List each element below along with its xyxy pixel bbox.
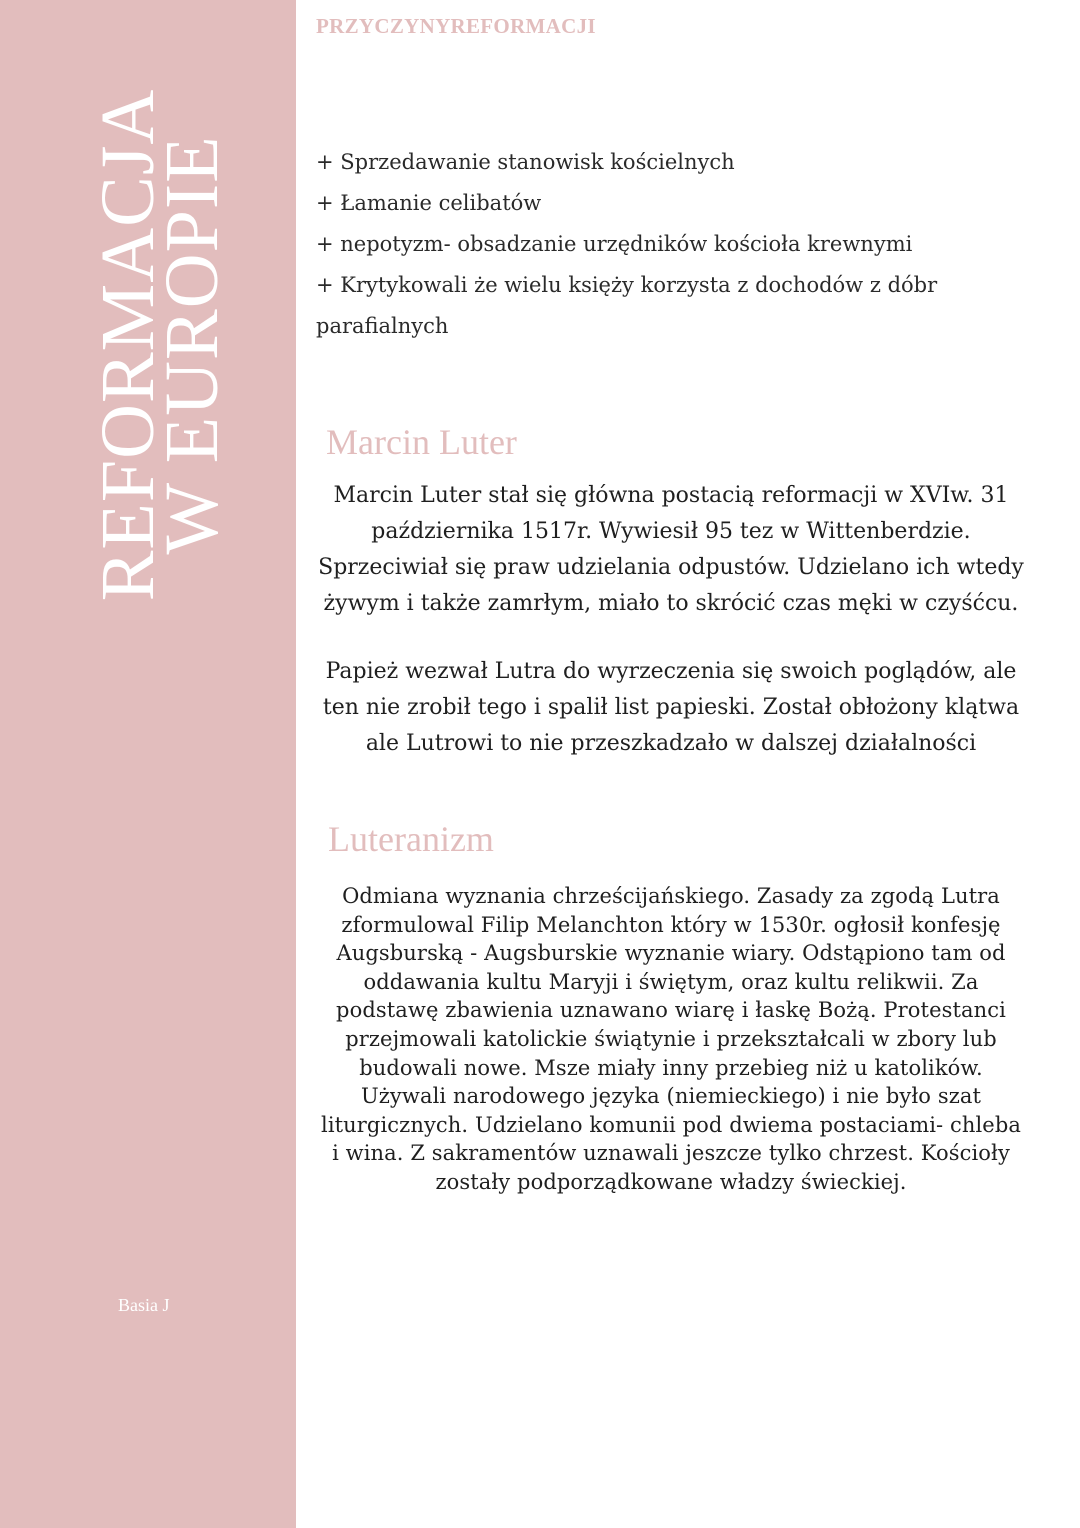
vertical-title-line1: REFORMACJA xyxy=(86,88,170,602)
section-title-luter: Marcin Luter xyxy=(326,422,517,462)
list-item: + Łamanie celibatów xyxy=(316,191,542,215)
vertical-title xyxy=(86,75,234,615)
sidebar xyxy=(0,0,296,1528)
page-header: PRZYCZYNYREFORMACJI xyxy=(316,14,596,38)
causes-list xyxy=(316,142,1036,347)
list-item: + Sprzedawanie stanowisk kościelnych xyxy=(316,150,735,174)
luter-paragraph-2: Papież wezwał Lutra do wyrzeczenia się swoich poglądów, ale ten nie zrobił tego i spalił list papieski. Został obłożony klątwa ale Lutrowi to nie przeszkadzało w dalszej działalności xyxy=(322,659,1020,756)
list-item: + Krytykowali że wielu księży korzysta z dochodów z dóbr xyxy=(316,273,938,297)
luteranizm-paragraph: Odmiana wyznania chrześcijańskiego. Zasady za zgodą Lutra zformulowal Filip Melanchton który w 1530r. ogłosił konfesję Augsburską - Augsburskie wyznanie wiary. Odstąpiono tam od oddawania kultu Maryji i świętym, oraz kultu relikwii. Za podstawę zbawienia uznawano wiarę i łaskę Bożą. Protestanci przejmowali katolickie świątynie i przekształcali w zbory lub budowali nowe. Msze miały inny przebieg niż u katolików. Używali narodowego języka (niemieckiego) i nie było szat liturgicznych. Udzielano komunii pod dwiema postaciami- chleba i wina. Z sakramentów uznawali jeszcze tylko chrzest. Kościoły zostały podporządkowane władzy świeckiej. xyxy=(321,884,1021,1194)
author-name: Basia J xyxy=(118,1295,170,1315)
section-title-luteranizm: Luteranizm xyxy=(328,819,494,859)
list-item: parafialnych xyxy=(316,314,449,338)
luter-paragraph-1: Marcin Luter stał się główna postacią reformacji w XVIw. 31 października 1517r. Wywiesił 95 tez w Wittenberdzie. Sprzeciwiał się praw udzielania odpustów. Udzielano ich wtedy żywym i także zamrłym, miało to skrócić czas męki w czyśćcu. xyxy=(318,483,1024,616)
list-item: + nepotyzm- obsadzanie urzędników kościoła krewnymi xyxy=(316,232,913,256)
vertical-title-line2: W EUROPIE xyxy=(150,135,234,555)
